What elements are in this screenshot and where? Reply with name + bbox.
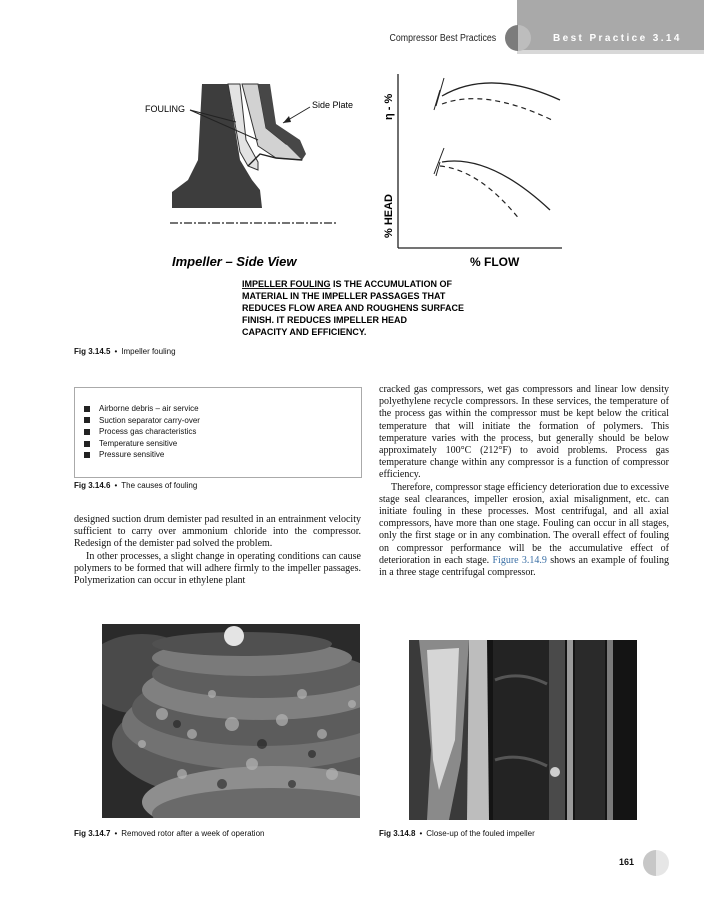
caption-number: Fig 3.14.5	[74, 347, 111, 356]
list-item: Process gas characteristics	[84, 426, 200, 438]
flow-axis-label: % FLOW	[470, 255, 520, 269]
header-tab-circle	[505, 25, 531, 51]
running-header-title: Compressor Best Practices	[389, 33, 496, 44]
figure-3-14-8-caption: Fig 3.14.8 • Close-up of the fouled impeller	[379, 829, 535, 838]
side-plate-label: Side Plate	[312, 100, 354, 110]
figure-3-14-7-caption: Fig 3.14.7 • Removed rotor after a week of operation	[74, 829, 265, 838]
statement-underlined: IMPELLER FOULING	[242, 279, 331, 289]
fouling-definition-statement	[242, 279, 464, 337]
impeller-photo-image	[409, 640, 637, 820]
paragraph-text: shows an example of fouling in a three stage centrifugal compressor.	[379, 554, 669, 579]
impeller-side-view-label: Impeller – Side View	[172, 254, 297, 269]
paragraph: cracked gas compressors, wet gas compressors and linear low density polyethylene recycle compressors. In these services, the temperature of the process gas within the compressor must be kept below the critical temperature that will initiate the formation of polymers. This temperature varies with the process, but generally should be below approximately 100°C (212°F) to avoid problems. Process gas temperature change within any compressor is a function of compressor efficiency.	[379, 384, 669, 481]
paragraph: designed suction drum demister pad resulted in an entrainment velocity sufficient to carry over ammonium chloride into the compressor. Redesign of the demister pad solved the problem.	[74, 514, 361, 550]
head-axis-label: % HEAD	[383, 193, 395, 238]
fouled-impeller-photo	[409, 640, 637, 820]
caption-text: The causes of fouling	[121, 481, 198, 490]
caption-text: Removed rotor after a week of operation	[121, 829, 265, 838]
list-item: Suction separator carry-over	[84, 415, 200, 427]
statement-line-5: CAPACITY AND EFFICIENCY.	[242, 327, 367, 337]
caption-number: Fig 3.14.6	[74, 481, 111, 490]
caption-number: Fig 3.14.7	[74, 829, 111, 838]
list-item: Temperature sensitive	[84, 438, 200, 450]
impeller-fouling-figure	[140, 70, 570, 345]
efficiency-axis-label: η - %	[383, 93, 395, 120]
statement-line-4: FINISH. IT REDUCES IMPELLER HEAD	[242, 315, 408, 325]
statement-line-3: REDUCES FLOW AREA AND ROUGHENS SURFACE	[242, 303, 465, 313]
statement-line-2: MATERIAL IN THE IMPELLER PASSAGES THAT	[242, 291, 446, 301]
rotor-photo-image	[102, 624, 360, 818]
statement-line-1: IS THE ACCUMULATION OF	[330, 279, 452, 289]
left-column-text	[74, 514, 361, 587]
caption-number: Fig 3.14.8	[379, 829, 416, 838]
right-column-text	[379, 384, 669, 579]
running-header-section: Best Practice 3.14	[553, 33, 682, 44]
figure-3-14-6-caption: Fig 3.14.6 • The causes of fouling	[74, 481, 198, 490]
paragraph	[379, 482, 669, 580]
page-number-circle	[643, 850, 669, 876]
list-item: Airborne debris – air service	[84, 403, 200, 415]
removed-rotor-photo	[102, 624, 360, 818]
causes-of-fouling-box	[74, 387, 362, 478]
performance-curves	[398, 74, 562, 248]
svg-text:IMPELLER FOULING IS THE ACCUMU	[242, 279, 452, 289]
page-number: 161	[619, 857, 635, 867]
paragraph-text: Therefore, compressor stage efficiency deterioration due to excessive stage seal clearances, impeller erosion, axial misalignment, etc. can initiate fouling in these processes. Most centrifugal, and all axial compressors, have more than one stage. Fouling can occur in all stages, only the first stage or in any combination. The overall effect of fouling on compressor performance will be the accumulative effect of deterioration in each stage.	[379, 481, 669, 566]
caption-text: Close-up of the fouled impeller	[426, 829, 535, 838]
paragraph: In other processes, a slight change in operating conditions can cause polymers to be formed that will adhere firmly to the impeller passages. Polymerization can occur in ethylene plant	[74, 550, 361, 587]
list-item: Pressure sensitive	[84, 449, 200, 461]
caption-text: Impeller fouling	[121, 347, 176, 356]
figure-3-14-9-link[interactable]: Figure 3.14.9	[492, 554, 547, 566]
figure-3-14-5-caption: Fig 3.14.5 • Impeller fouling	[74, 347, 176, 356]
header-underline	[517, 50, 704, 54]
fouling-label: FOULING	[145, 104, 186, 114]
